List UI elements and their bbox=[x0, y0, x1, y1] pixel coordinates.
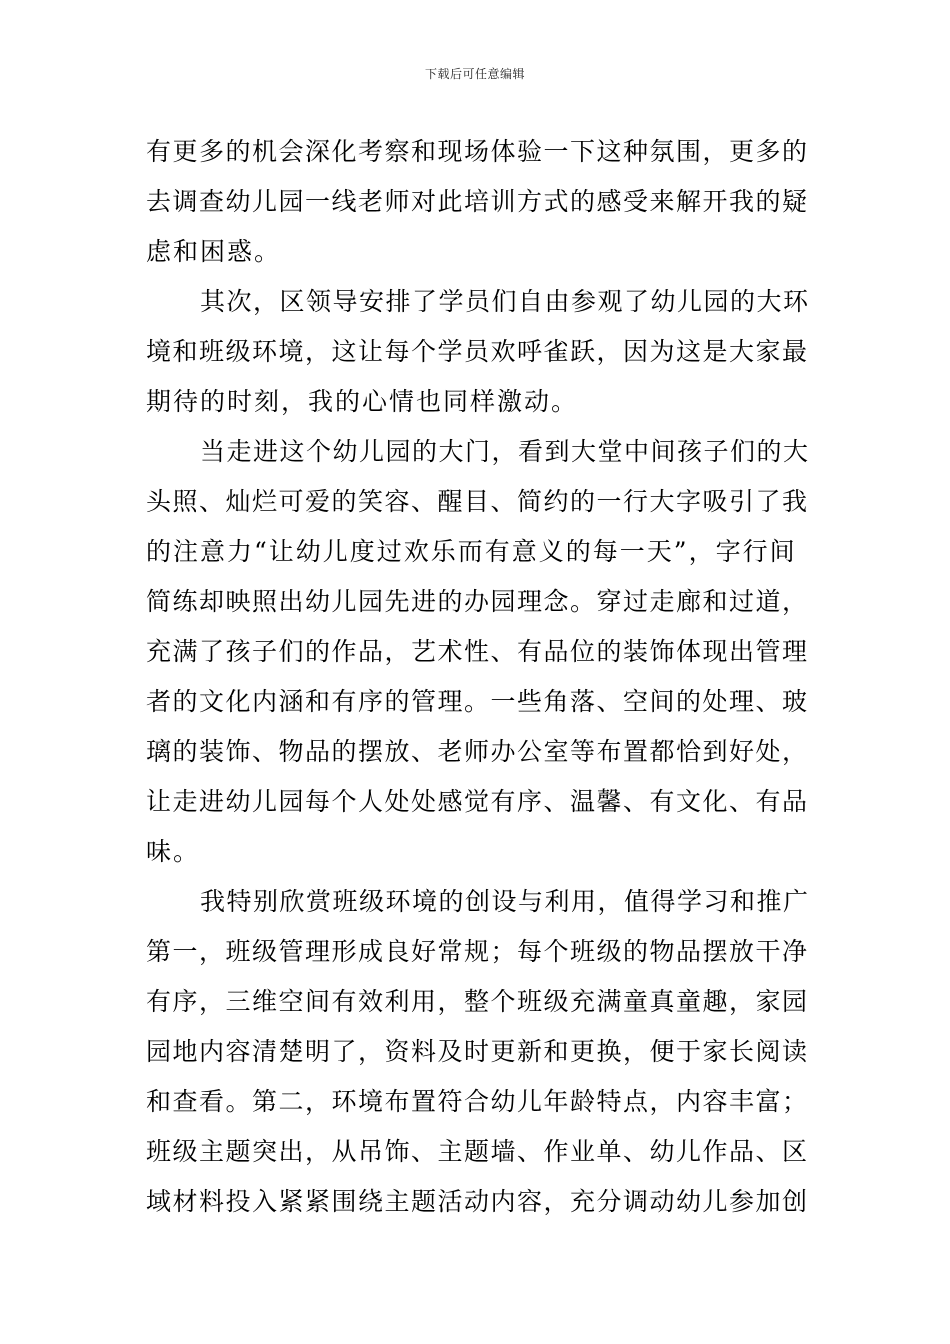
text-line: 璃的装饰、物品的摆放、老师办公室等布置都恰到好处， bbox=[146, 737, 809, 766]
text-line: 充满了孩子们的作品，艺术性、有品位的装饰体现出管理 bbox=[146, 637, 809, 666]
text-line: 和查看。第二，环境布置符合幼儿年龄特点，内容丰富； bbox=[146, 1087, 809, 1116]
text-line: 者的文化内涵和有序的管理。一些角落、空间的处理、玻 bbox=[146, 687, 809, 716]
text-line: 班级主题突出，从吊饰、主题墙、作业单、幼儿作品、区 bbox=[146, 1137, 809, 1166]
text-line: 第一，班级管理形成良好常规；每个班级的物品摆放干净 bbox=[146, 937, 809, 966]
text-line: 的注意力“让幼儿度过欢乐而有意义的每一天”，字行间 bbox=[146, 537, 797, 566]
text-line: 其次，区领导安排了学员们自由参观了幼儿园的大环 bbox=[200, 287, 810, 316]
text-line: 有序，三维空间有效利用，整个班级充满童真童趣，家园 bbox=[146, 987, 809, 1016]
text-line: 期待的时刻，我的心情也同样激动。 bbox=[146, 387, 579, 416]
text-line: 味。 bbox=[146, 837, 201, 866]
text-line: 境和班级环境，这让每个学员欢呼雀跃，因为这是大家最 bbox=[146, 337, 809, 366]
text-line: 有更多的机会深化考察和现场体验一下这种氛围，更多的 bbox=[146, 137, 809, 166]
text-line: 去调查幼儿园一线老师对此培训方式的感受来解开我的疑 bbox=[146, 187, 809, 216]
document-body bbox=[146, 127, 811, 1227]
text-line: 域材料投入紧紧围绕主题活动内容，充分调动幼儿参加创 bbox=[146, 1187, 809, 1216]
text-line: 简练却映照出幼儿园先进的办园理念。穿过走廊和过道， bbox=[146, 587, 809, 616]
text-line: 头照、灿烂可爱的笑容、醒目、简约的一行大字吸引了我 bbox=[146, 487, 809, 516]
paragraph-4 bbox=[146, 877, 811, 1227]
text-line: 我特别欣赏班级环境的创设与利用，值得学习和推广 bbox=[200, 887, 810, 916]
page-header: 下载后可任意编辑 bbox=[424, 67, 525, 81]
text-line: 让走进幼儿园每个人处处感觉有序、温馨、有文化、有品 bbox=[146, 787, 809, 816]
text-line: 园地内容清楚明了，资料及时更新和更换，便于家长阅读 bbox=[146, 1037, 809, 1066]
paragraph-2 bbox=[146, 277, 811, 427]
text-line: 当走进这个幼儿园的大门，看到大堂中间孩子们的大 bbox=[200, 437, 810, 466]
text-line: 虑和困惑。 bbox=[146, 237, 282, 266]
paragraph-1 bbox=[146, 127, 811, 277]
paragraph-3 bbox=[146, 427, 811, 877]
